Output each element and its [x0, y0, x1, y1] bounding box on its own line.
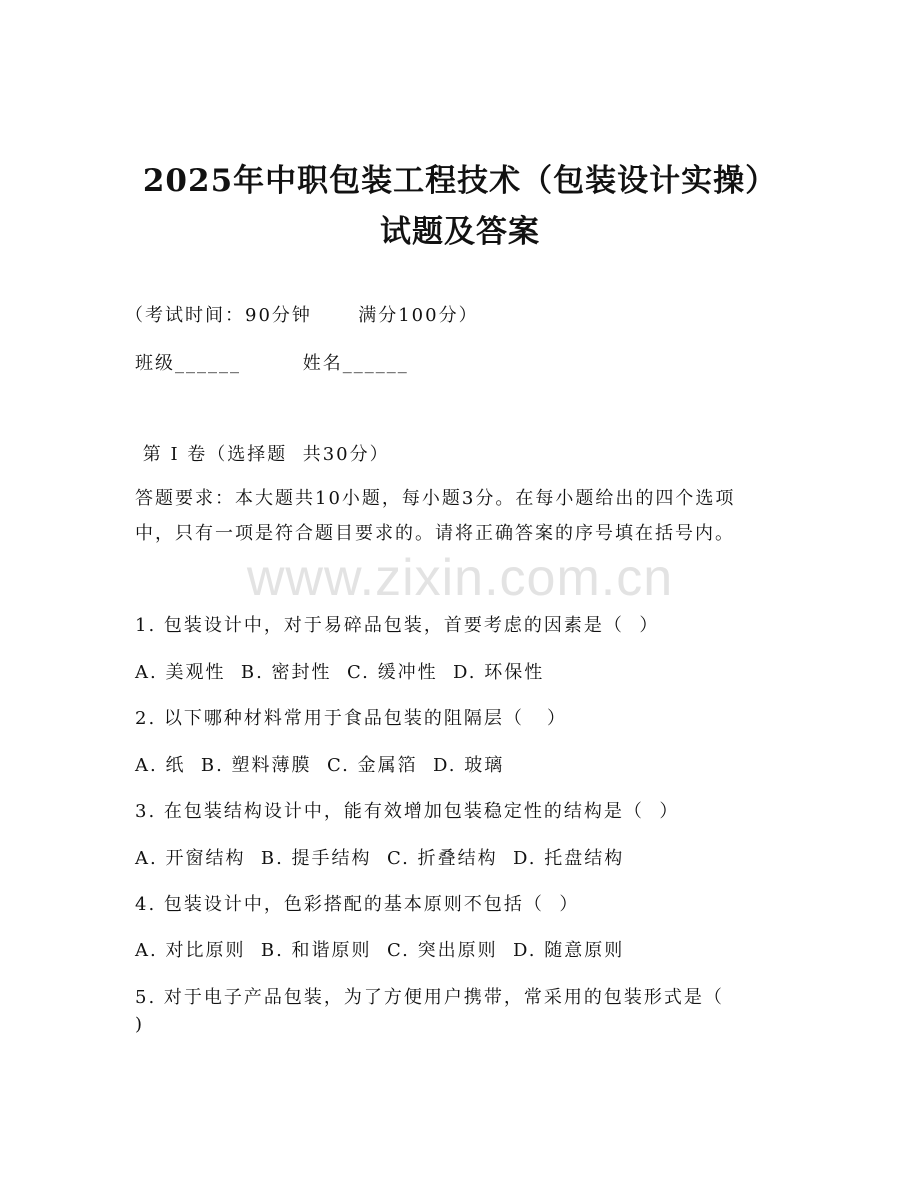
document-title-line-1: 2025年中职包装工程技术（包装设计实操）: [142, 163, 778, 199]
question-2-stem: 2. 以下哪种材料常用于食品包装的阻隔层（ ）: [135, 708, 568, 729]
instructions-line-1: 答题要求：本大题共10小题，每小题3分。在每小题给出的四个选项: [135, 488, 736, 509]
question-3-options: A. 开窗结构 B. 提手结构 C. 折叠结构 D. 托盘结构: [135, 848, 625, 869]
student-fields: 班级______ 姓名______: [135, 353, 409, 374]
question-5-stem: 5. 对于电子产品包装，为了方便用户携带，常采用的包装形式是（: [135, 987, 724, 1008]
question-2-options: A. 纸 B. 塑料薄膜 C. 金属箔 D. 玻璃: [135, 755, 505, 776]
exam-info: （考试时间：90分钟 满分100分）: [125, 305, 479, 326]
question-4-stem: 4. 包装设计中，色彩搭配的基本原则不包括（ ）: [135, 894, 580, 915]
section-heading: 第 I 卷（选择题 共30分）: [135, 444, 390, 465]
question-5-stem-continuation: ): [135, 1014, 145, 1035]
question-4-options: A. 对比原则 B. 和谐原则 C. 突出原则 D. 随意原则: [135, 940, 625, 961]
question-1-stem: 1. 包装设计中，对于易碎品包装，首要考虑的因素是（ ）: [135, 615, 660, 636]
document-title-line-2: 试题及答案: [380, 214, 540, 250]
question-3-stem: 3. 在包装结构设计中，能有效增加包装稳定性的结构是（ ）: [135, 801, 680, 822]
question-1-options: A. 美观性 B. 密封性 C. 缓冲性 D. 环保性: [135, 662, 545, 683]
instructions-line-2: 中，只有一项是符合题目要求的。请将正确答案的序号填在括号内。: [135, 523, 735, 544]
watermark: www.zixin.com.cn: [246, 549, 674, 607]
